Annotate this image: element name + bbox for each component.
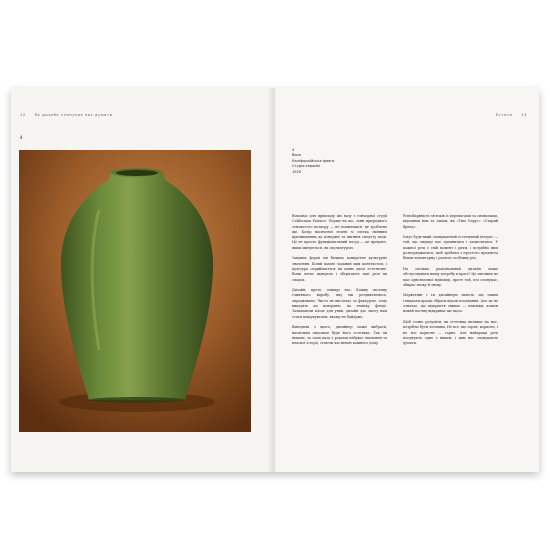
vase-photo (19, 150, 251, 432)
figure-caption (292, 148, 335, 175)
paragraph: Різнобарвність зв'язків із перевагами та символами, відомими вам та таким, як «Тим Спрус» «Старий бренд». (403, 214, 498, 229)
caption-line: 1920 (292, 169, 302, 174)
caption-line: 4 (292, 148, 295, 152)
paragraph: Виходячи з цього, дизайнер може вибрати, наскільки свідомою буде його естетика. Так чи інакше, та сама ваза з роками набуває значення та власної історії, стаючи частиною кожного дому. (292, 325, 387, 346)
right-running-title: Естети (495, 113, 513, 117)
left-running-head (20, 113, 113, 117)
paragraph: Існує будь-який спонукаючий естетичний інтерес — той, що змушує нас зупинитись і замислитись. У кожної речі є свій момент і ритм, і потрібно ним розпоряджатися, щоб зробити з простого предмета більш неповторну і разюче особливу річ. (403, 235, 498, 261)
left-folio: 12 (20, 113, 26, 117)
right-running-head (496, 113, 527, 117)
book-spread (11, 88, 539, 472)
caption-line: Ваза (292, 153, 301, 158)
figure-marker: 4 (20, 135, 23, 140)
text-column-1 (292, 214, 387, 352)
text-column-2 (403, 214, 498, 352)
right-page (275, 88, 539, 472)
paragraph: Завдяки формі ми бачимо конкретне культурне значення. Білий кахлю заданий цим контекстом, і культура сприймається як цінне щось естетичне. Вони легко шанують і зберігають такі речі як спадок. (292, 256, 387, 282)
paragraph: Дизайн, проте, очищує нас. Кожну частину глиняного виробу, яку ми роздивляємось, опрацьовано. Чисто не вистачає за фактурою, тому виходять на поверхню, на техніку фонде. Залишаючи місце для уяви, дизайн дає змогу нам стати пошукувачем, якому не байдуже. (292, 288, 387, 319)
paragraph: Щоб точно розуміти, як естетика впливає на нас, потрібно бути чесними. Не все, що гарне, корисне, і не все корисне — гарне. Але найкращі речі поєднують одне з іншим, і цим нас спонукають думати. (403, 319, 498, 346)
paragraph: На скільки раціональний дизайн може обслуговувати нашу потребу в красі? Це питання не має однозначної відповіді, проте той, хто спонукає, обирає знову й знову. (403, 266, 498, 287)
caption-line: Каліфорнійська фаянс (292, 158, 335, 163)
paragraph: Маркетинг і ти дизайнери знають, що таким глядачам краще обрати відомі поєднання. Але це не означає, що відкриття зникає — навпаки, кожен новий погляд відкриває ще щось. (403, 293, 498, 314)
caption-line: Студія керамік (292, 164, 321, 169)
paragraph: Візьмімо для прикладу цю вазу з гончарної студії Californian Faience. Перше на що, зони природного землистого кольору — не помилишся, це зроблено ще. Колір насиченої зелені зі злегка змінним прилипанням до поверхні та вигинів силуету вази. Це не просто функціональний посуд — це предмет, яким милуються, як скульптурою. (292, 214, 387, 250)
right-folio: 13 (521, 113, 527, 117)
left-page (11, 88, 275, 472)
left-running-title: Як дизайн спонукає нас думати (34, 113, 113, 117)
vase-illustration (19, 150, 251, 432)
